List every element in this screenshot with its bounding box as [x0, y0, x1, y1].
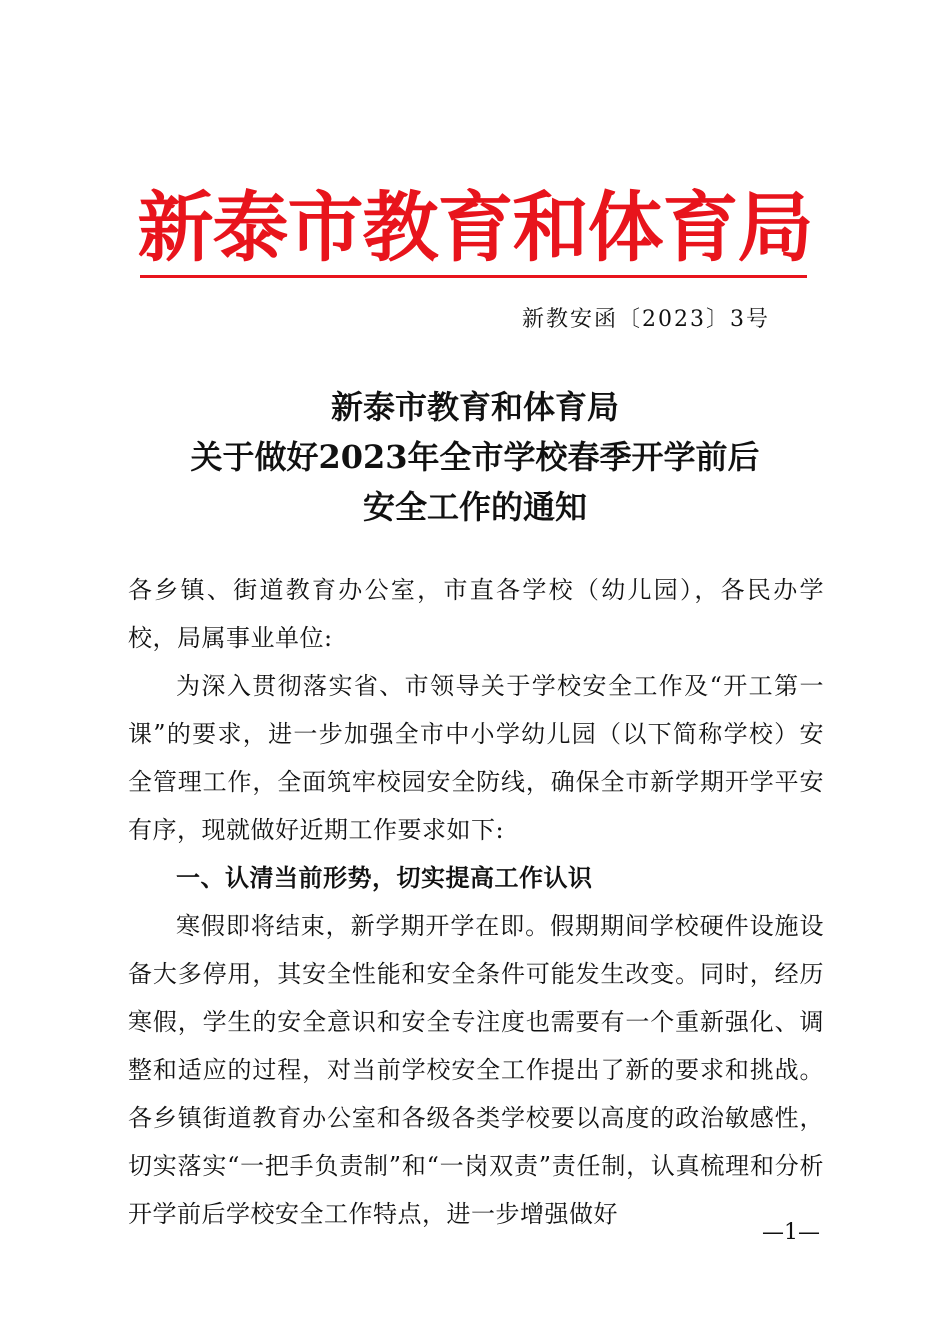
document-body — [128, 566, 824, 1238]
section-1-paragraph: 寒假即将结束，新学期开学在即。假期期间学校硬件设施设备大多停用，其安全性能和安全条件可能发生改变。同时，经历寒假，学生的安全意识和安全专注度也需要有一个重新强化、调整和适应的过程，对当前学校安全工作提出了新的要求和挑战。各乡镇街道教育办公室和各级各类学校要以高度的政治敏感性，切实落实“一把手负责制”和“一岗双责”责任制，认真梳理和分析开学前后学校安全工作特点，进一步增强做好 — [128, 912, 824, 1228]
title-line-3: 安全工作的通知 — [362, 488, 587, 526]
title-line-2: 关于做好2023年全市学校春季开学前后 — [190, 438, 760, 476]
red-separator-line — [140, 275, 807, 278]
document-title — [0, 382, 950, 532]
document-number: 新教安函〔2023〕3号 — [522, 307, 770, 332]
page-number: —1— — [762, 1220, 820, 1245]
section-1-heading: 一、认清当前形势，切实提高工作认识 — [176, 864, 593, 892]
addressee-paragraph: 各乡镇、街道教育办公室，市直各学校（幼儿园），各民办学校，局属事业单位: — [128, 576, 824, 652]
intro-paragraph: 为深入贯彻落实省、市领导关于学校安全工作及“开工第一课”的要求，进一步加强全市中小学幼儿园（以下简称学校）安全管理工作，全面筑牢校园安全防线，确保全市新学期开学平安有序，现就做好近期工作要求如下: — [128, 672, 824, 844]
title-line-1: 新泰市教育和体育局 — [330, 388, 619, 426]
masthead-org-name: 新泰市教育和体育局 — [137, 183, 813, 272]
